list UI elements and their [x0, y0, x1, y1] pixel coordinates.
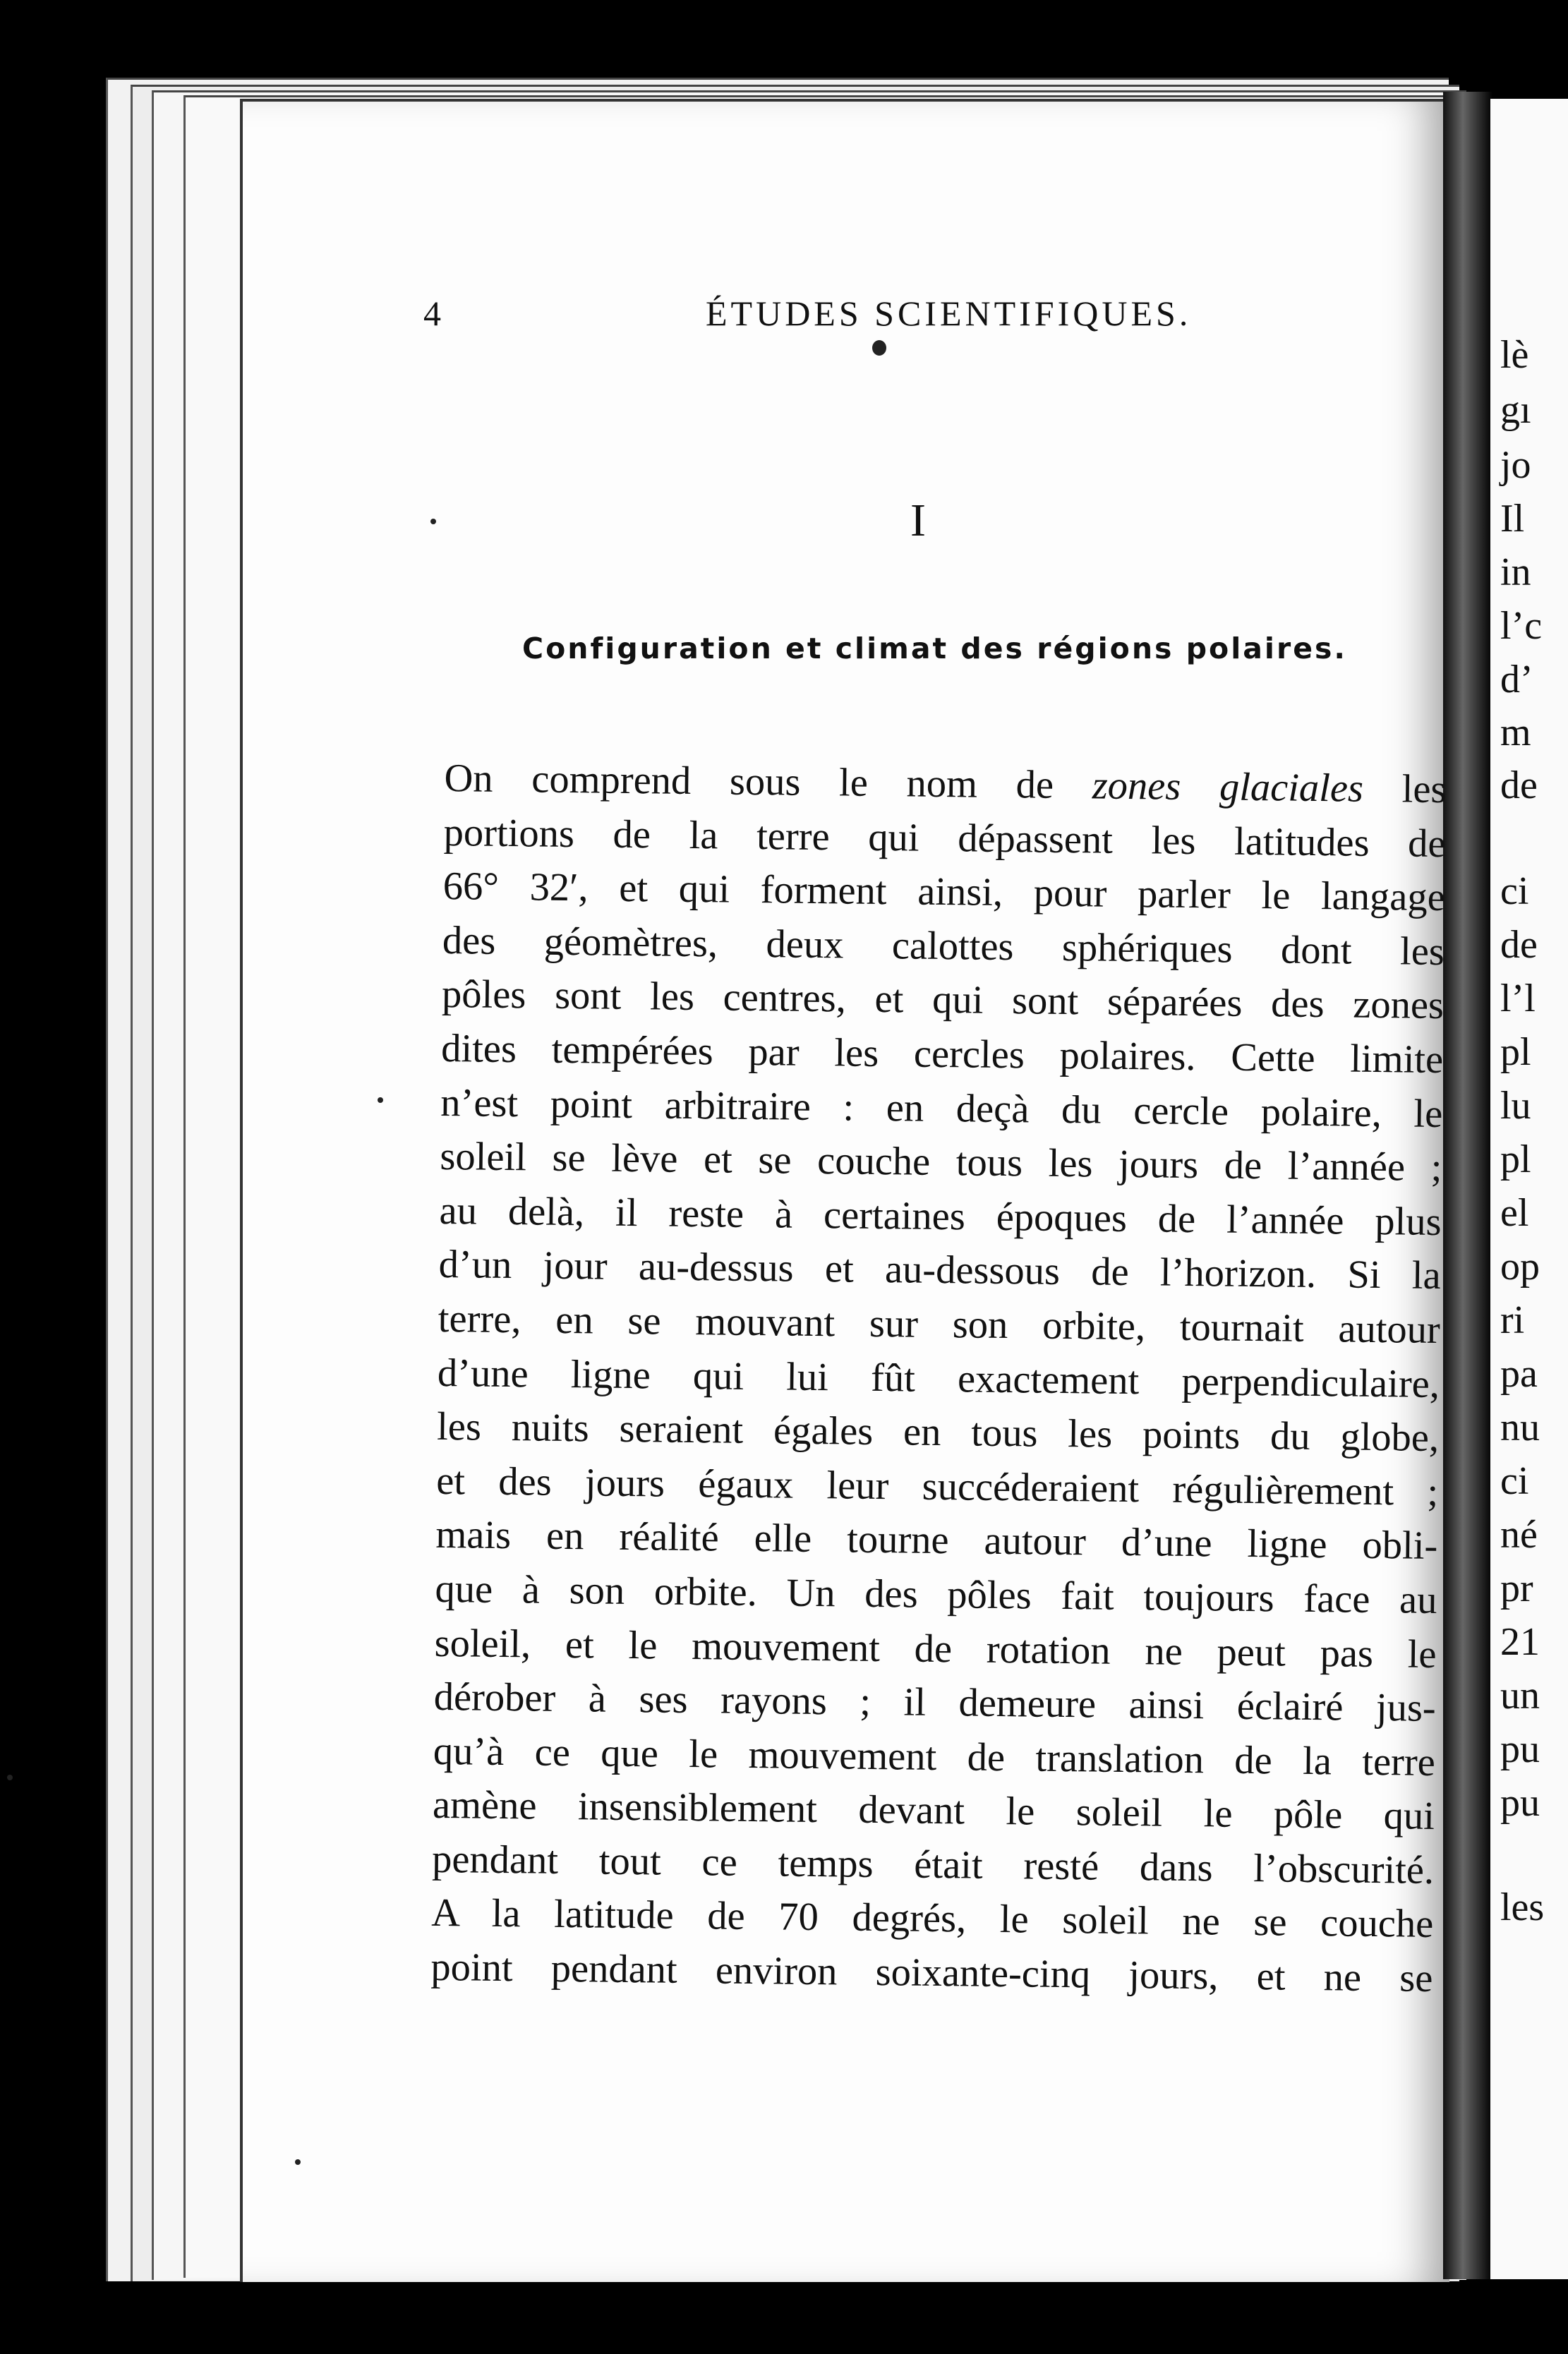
facing-page-fragment: un — [1500, 1674, 1540, 1718]
facing-page-fragment: gı — [1500, 388, 1531, 432]
text-line: qu’à ce que le mouvement de translation de la terre — [433, 1729, 1436, 1785]
facing-page-fragment: ri — [1500, 1298, 1525, 1342]
book-gutter — [1443, 92, 1492, 2279]
emphasized-term: zones glaciales — [1092, 763, 1364, 811]
facing-page-fragment: pl — [1500, 1137, 1531, 1181]
text-line: On comprend sous le nom de zones glaciales les — [444, 756, 1447, 812]
facing-page-fragment: pl — [1500, 1030, 1531, 1074]
text-line: portions de la terre qui dépassent les latitudes de — [443, 810, 1446, 866]
text-line: que à son orbite. Un des pôles fait toujours face au — [435, 1567, 1437, 1622]
facing-page-fragment: in — [1500, 550, 1531, 594]
text-line: soleil se lève et se couche tous les jours de l’année ; — [440, 1135, 1442, 1190]
facing-page — [1490, 99, 1568, 2279]
section-heading: Configuration et climat des régions polaires. — [522, 632, 1347, 665]
facing-page-fragment: l’l — [1500, 977, 1536, 1020]
facing-page-fragment: de — [1500, 923, 1538, 967]
ink-speck — [295, 2159, 301, 2165]
page-number: 4 — [423, 294, 441, 333]
facing-page-fragment: ci — [1500, 1459, 1529, 1503]
text-line: terre, en se mouvant sur son orbite, tournait autour — [438, 1296, 1441, 1352]
facing-page-fragment: lè — [1500, 333, 1529, 377]
text-line: pendant tout ce temps était resté dans l’obscurité. — [431, 1837, 1435, 1893]
text-line: dites tempérées par les cercles polaires. Cette limite — [440, 1026, 1444, 1082]
facing-page-fragment: m — [1500, 711, 1531, 754]
facing-page-fragment: Il — [1500, 497, 1525, 541]
text-line: pôles sont les centres, et qui sont séparées des zones — [441, 972, 1445, 1028]
running-head — [423, 293, 1305, 342]
ink-speck — [872, 340, 886, 356]
facing-page-fragment: les — [1500, 1885, 1545, 1929]
facing-page-fragment: op — [1500, 1245, 1540, 1288]
facing-page-fragment: lu — [1500, 1084, 1531, 1128]
body-text — [430, 752, 1447, 2006]
text-line: d’une ligne qui lui fût exactement perpendiculaire, — [437, 1351, 1440, 1406]
facing-page-fragment: pa — [1500, 1352, 1538, 1396]
text-line: les nuits seraient égales en tous les points du globe, — [436, 1405, 1440, 1461]
text-line: n’est point arbitraire : en deçà du cercle polaire, le — [440, 1080, 1443, 1136]
facing-page-fragment: nu — [1500, 1406, 1540, 1449]
ink-speck — [7, 1775, 13, 1780]
text-line: au delà, il reste à certaines époques de l’année plus — [439, 1188, 1442, 1244]
text-line: mais en réalité elle tourne autour d’une ligne obli- — [435, 1513, 1438, 1569]
facing-page-fragment: el — [1500, 1191, 1529, 1235]
ink-speck — [378, 1097, 383, 1103]
facing-page-fragment: d’ — [1500, 658, 1533, 701]
text-line: point pendant environ soixante-cinq jours, et ne se — [430, 1945, 1433, 2001]
facing-page-fragment: pr — [1500, 1567, 1533, 1610]
section-number: I — [910, 495, 926, 546]
text-line: des géomètres, deux calottes sphériques dont les — [442, 918, 1445, 974]
facing-page-fragment: ci — [1500, 869, 1529, 913]
ink-speck — [430, 519, 436, 524]
facing-page-fragment: pu — [1500, 1727, 1540, 1771]
text-line: soleil, et le mouvement de rotation ne peut pas le — [434, 1621, 1437, 1677]
running-title: ÉTUDES SCIENTIFIQUES. — [706, 294, 1192, 333]
text-line: 66° 32′, et qui forment ainsi, pour parler le langage — [442, 864, 1446, 920]
facing-page-fragment: 21 — [1500, 1620, 1540, 1664]
text-line: dérober à ses rayons ; il demeure ainsi éclairé jus- — [433, 1675, 1437, 1731]
text-line: d’un jour au-dessus et au-dessous de l’horizon. Si la — [438, 1243, 1442, 1298]
facing-page-fragment: de — [1500, 763, 1538, 807]
text-line: et des jours égaux leur succéderaient régulièrement ; — [435, 1459, 1439, 1514]
facing-page-fragment: jo — [1500, 443, 1531, 487]
facing-page-fragment: né — [1500, 1513, 1538, 1557]
facing-page-fragment: pu — [1500, 1781, 1540, 1825]
facing-page-fragment: l’c — [1500, 604, 1543, 648]
text-line: amène insensiblement devant le soleil le pôle qui — [432, 1783, 1435, 1839]
text-line: A la latitude de 70 degrés, le soleil ne se couche — [430, 1891, 1434, 1947]
